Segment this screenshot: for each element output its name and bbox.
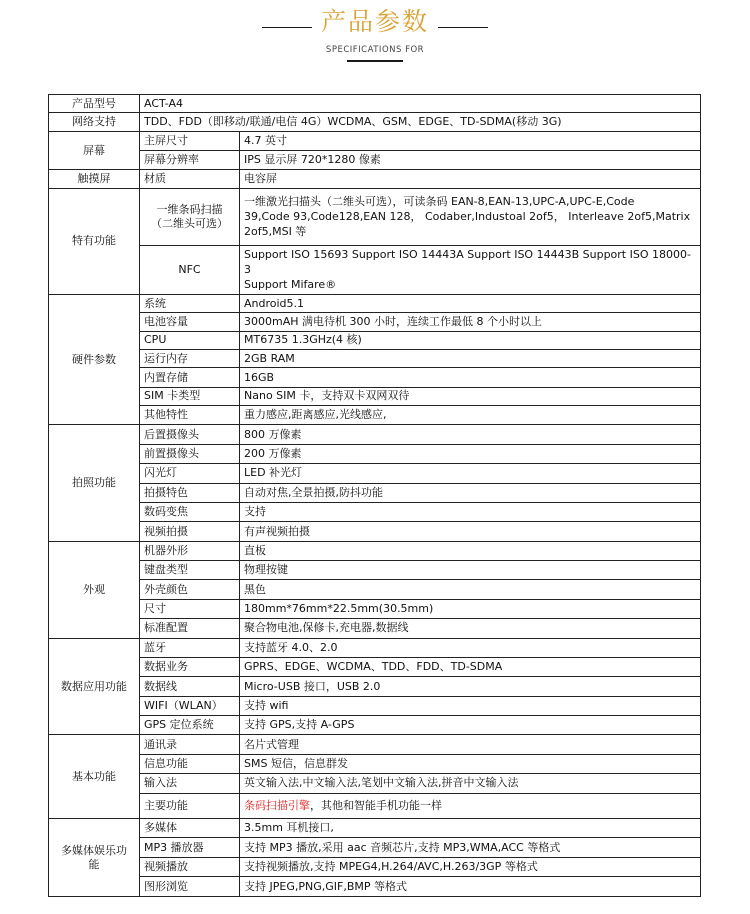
param-value: 重力感应,距离感应,光线感应,: [240, 406, 701, 425]
table-row: [49, 541, 701, 560]
nfc-value-line: Support ISO 15693 Support ISO 14443A Support ISO 14443B Support ISO 18000-3: [244, 248, 691, 277]
param-label: MP3 播放器: [140, 838, 240, 857]
param-value: 4.7 英寸: [240, 131, 701, 150]
table-row: [49, 368, 701, 387]
group-multimedia-line: 多媒体娱乐功: [61, 843, 127, 857]
param-label: 外壳颜色: [140, 580, 240, 599]
param-label: 通讯录: [140, 735, 240, 754]
param-value: 支持 GPS,支持 A-GPS: [240, 716, 701, 735]
table-row: [49, 793, 701, 819]
table-row: [49, 406, 701, 425]
param-label: 键盘类型: [140, 561, 240, 580]
param-label: 其他特性: [140, 406, 240, 425]
highlight-text: 条码扫描引擎: [244, 798, 310, 812]
param-value: 名片式管理: [240, 735, 701, 754]
param-label: 视频拍摄: [140, 522, 240, 541]
table-row: [49, 113, 701, 131]
table-row: [49, 774, 701, 793]
group-multimedia: [49, 819, 140, 897]
table-row: [49, 350, 701, 368]
table-row: [49, 170, 701, 188]
table-row: [49, 561, 701, 580]
page-title: 产品参数: [320, 7, 429, 36]
model-label: 产品型号: [49, 95, 140, 113]
param-value: 支持 JPEG,PNG,GIF,BMP 等格式: [240, 877, 701, 897]
table-row: [49, 857, 701, 876]
table-row: [49, 677, 701, 696]
table-row: [49, 877, 701, 897]
param-label: 闪光灯: [140, 464, 240, 483]
table-row: [49, 619, 701, 638]
group-camera: 拍照功能: [49, 425, 140, 541]
table-row: [49, 580, 701, 599]
param-label: 数码变焦: [140, 502, 240, 521]
param-value: 支持视频播放,支持 MPEG4,H.264/AVC,H.263/3GP 等格式: [240, 857, 701, 876]
param-label: 屏幕分辨率: [140, 151, 240, 170]
scan-value-line: 39,Code 93,Code128,EAN 128， Codaber,Industoal 2of5， Interleave 2of5,Matrix: [244, 210, 691, 224]
param-label: 多媒体: [140, 819, 240, 838]
model-value: ACT-A4: [140, 95, 701, 113]
param-label: 图形浏览: [140, 877, 240, 897]
network-label: 网络支持: [49, 113, 140, 131]
param-value: 支持 MP3 播放,采用 aac 音频芯片,支持 MP3,WMA,ACC 等格式: [240, 838, 701, 857]
page-subtitle: SPECIFICATIONS FOR: [325, 45, 425, 55]
param-value: 180mm*76mm*22.5mm(30.5mm): [240, 599, 701, 618]
param-label: 前置摄像头: [140, 444, 240, 463]
param-label: 系统: [140, 294, 240, 312]
param-value: IPS 显示屏 720*1280 像素: [240, 151, 701, 170]
table-row: [49, 151, 701, 170]
param-value: Nano SIM 卡，支持双卡双网双待: [240, 387, 701, 405]
group-data-app: 数据应用功能: [49, 638, 140, 735]
param-value: MT6735 1.3GHz(4 核): [240, 331, 701, 349]
table-row: [49, 754, 701, 773]
table-row: [49, 245, 701, 294]
param-value: LED 补光灯: [240, 464, 701, 483]
param-label: 尺寸: [140, 599, 240, 618]
param-label: 数据线: [140, 677, 240, 696]
table-row: [49, 599, 701, 618]
group-appearance: 外观: [49, 541, 140, 638]
table-row: [49, 838, 701, 857]
param-label: 蓝牙: [140, 638, 240, 657]
nfc-value: [240, 245, 701, 294]
table-row: [49, 735, 701, 754]
table-row: [49, 131, 701, 150]
param-label: 标准配置: [140, 619, 240, 638]
header-banner: [0, 0, 750, 68]
param-value: 有声视频拍摄: [240, 522, 701, 541]
scan-label-line: （二维头可选）: [151, 216, 228, 230]
subtitle-underline: [347, 60, 403, 62]
param-label: 信息功能: [140, 754, 240, 773]
param-label: 后置摄像头: [140, 425, 240, 444]
param-value: 16GB: [240, 368, 701, 387]
param-label: 视频播放: [140, 857, 240, 876]
nfc-value-line: Support Mifare®: [244, 278, 337, 292]
table-row: [49, 483, 701, 502]
param-label: 主要功能: [140, 793, 240, 819]
param-label: 内置存储: [140, 368, 240, 387]
scan-label: [140, 188, 240, 245]
param-value: 200 万像素: [240, 444, 701, 463]
group-hardware: 硬件参数: [49, 294, 140, 425]
param-value: 3000mAH 满电待机 300 小时，连续工作最低 8 个小时以上: [240, 313, 701, 331]
param-value: Android5.1: [240, 294, 701, 312]
param-label: 输入法: [140, 774, 240, 793]
param-value: 800 万像素: [240, 425, 701, 444]
table-row: [49, 313, 701, 331]
param-label: 机器外形: [140, 541, 240, 560]
group-screen: 屏幕: [49, 131, 140, 170]
param-label: 电池容量: [140, 313, 240, 331]
table-row: [49, 425, 701, 444]
param-value: 直板: [240, 541, 701, 560]
param-value: 自动对焦,全景拍摄,防抖功能: [240, 483, 701, 502]
table-row: [49, 444, 701, 463]
table-row: [49, 387, 701, 405]
table-row: [49, 188, 701, 245]
param-value: 黑色: [240, 580, 701, 599]
nfc-label: NFC: [140, 245, 240, 294]
param-label: WIFI（WLAN）: [140, 696, 240, 715]
param-value: 支持: [240, 502, 701, 521]
group-basic: 基本功能: [49, 735, 140, 819]
title-rule-right: [438, 27, 488, 28]
param-value: 2GB RAM: [240, 350, 701, 368]
scan-value: [240, 188, 701, 245]
param-value: Micro-USB 接口，USB 2.0: [240, 677, 701, 696]
param-value: 支持蓝牙 4.0、2.0: [240, 638, 701, 657]
param-value: 电容屏: [240, 170, 701, 188]
table-row: [49, 95, 701, 113]
param-label: 材质: [140, 170, 240, 188]
main-value-rest: ，其他和智能手机功能一样: [310, 798, 442, 812]
param-label: 运行内存: [140, 350, 240, 368]
table-row: [49, 464, 701, 483]
table-row: [49, 502, 701, 521]
table-row: [49, 657, 701, 676]
table-row: [49, 696, 701, 715]
group-touch: 触摸屏: [49, 170, 140, 188]
param-value: [240, 793, 701, 819]
param-value: 支持 wifi: [240, 696, 701, 715]
param-label: SIM 卡类型: [140, 387, 240, 405]
table-row: [49, 331, 701, 349]
param-label: 拍摄特色: [140, 483, 240, 502]
param-value: 英文输入法,中文输入法,笔划中文输入法,拼音中文输入法: [240, 774, 701, 793]
param-value: GPRS、EDGE、WCDMA、TDD、FDD、TD-SDMA: [240, 657, 701, 676]
scan-label-line: 一维条码扫描: [156, 202, 223, 216]
table-row: [49, 638, 701, 657]
param-value: SMS 短信，信息群发: [240, 754, 701, 773]
group-special: 特有功能: [49, 188, 140, 294]
table-row: [49, 819, 701, 838]
param-value: 物理按键: [240, 561, 701, 580]
param-label: 主屏尺寸: [140, 131, 240, 150]
param-label: CPU: [140, 331, 240, 349]
table-row: [49, 716, 701, 735]
table-row: [49, 294, 701, 312]
param-value: 3.5mm 耳机接口,: [240, 819, 701, 838]
scan-value-line: 一维激光扫描头（二维头可选），可读条码 EAN-8,EAN-13,UPC-A,UPC-E,Code: [244, 195, 635, 209]
param-label: GPS 定位系统: [140, 716, 240, 735]
scan-value-line: 2of5,MSI 等: [244, 225, 307, 239]
param-value: 聚合物电池,保修卡,充电器,数据线: [240, 619, 701, 638]
param-label: 数据业务: [140, 657, 240, 676]
spec-table: [48, 94, 701, 897]
group-multimedia-line: 能: [88, 857, 100, 871]
table-row: [49, 522, 701, 541]
network-value: TDD、FDD（即移动/联通/电信 4G）WCDMA、GSM、EDGE、TD-SDMA(移动 3G): [140, 113, 701, 131]
